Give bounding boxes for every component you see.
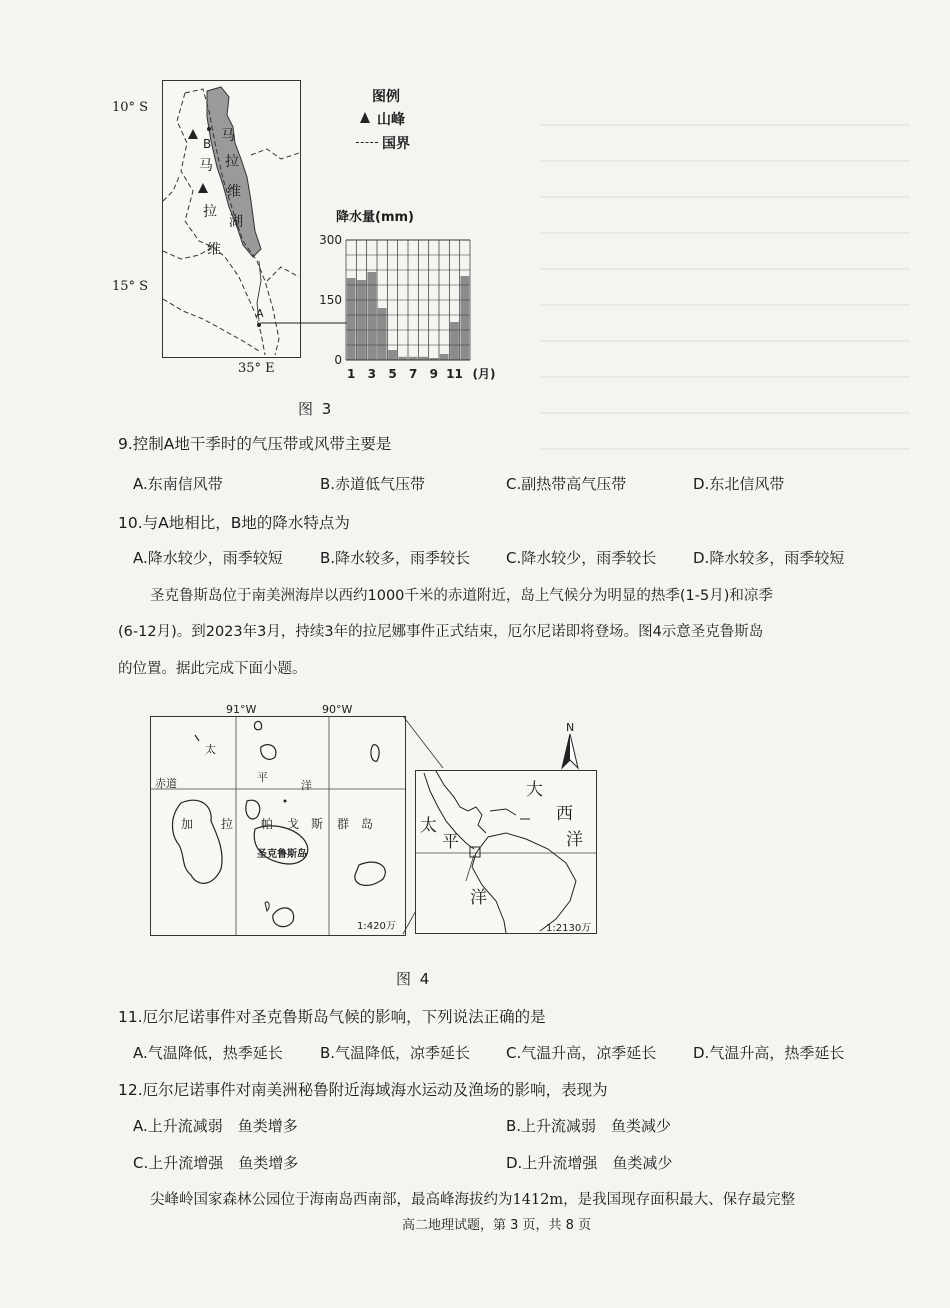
galapagos-label-dao: 岛 <box>361 817 374 831</box>
lake-label-la: 拉 <box>225 154 239 170</box>
legend-peak-icon <box>360 112 370 123</box>
equator-label: 赤道 <box>155 777 177 790</box>
chart-title: 降水量(mm) <box>336 210 414 225</box>
page-footer: 高二地理试题，第 3 页，共 8 页 <box>402 1218 592 1233</box>
q12-option-a[interactable]: A.上升流减弱 鱼类增多 <box>133 1117 298 1135</box>
point-a-label: A <box>256 307 264 320</box>
q9-option-d[interactable]: D.东北信风带 <box>693 475 785 493</box>
x-tick-label: (月) <box>472 367 496 381</box>
lon-91w-label: 91°W <box>226 703 257 716</box>
q9-option-b[interactable]: B.赤道低气压带 <box>320 475 426 493</box>
q11-stem: 11.厄尔尼诺事件对圣克鲁斯岛气候的影响，下列说法正确的是 <box>118 1008 546 1026</box>
q10-option-c[interactable]: C.降水较少，雨季较长 <box>506 549 657 567</box>
pacific-label-tai: 太 <box>205 743 216 756</box>
bleed-through-lines <box>540 90 910 450</box>
q10-option-d[interactable]: D.降水较多，雨季较短 <box>693 549 845 567</box>
scale-right: 1:2130万 <box>546 923 592 934</box>
pacific-right-label-yang: 洋 <box>470 888 487 908</box>
q11-option-c[interactable]: C.气温升高，凉季延长 <box>506 1044 657 1062</box>
q10-stem: 10.与A地相比，B地的降水特点为 <box>118 514 350 532</box>
lat-10s-label: 10° S <box>112 100 149 115</box>
precip-bar-11 <box>450 322 459 360</box>
atlantic-label-yang: 洋 <box>566 830 583 850</box>
q12-option-c[interactable]: C.上升流增强 鱼类增多 <box>133 1154 299 1172</box>
y-tick-label: 150 <box>319 293 342 307</box>
country-label-wei: 维 <box>207 242 221 258</box>
north-arrow-icon <box>560 734 580 770</box>
galapagos-map <box>150 716 406 936</box>
precip-bar-2 <box>357 280 366 360</box>
q9-option-a[interactable]: A.东南信风带 <box>133 475 223 493</box>
peak-2-icon <box>198 183 208 193</box>
x-tick-label: 9 <box>429 367 439 381</box>
pacific-label-yang: 洋 <box>301 779 312 792</box>
x-tick-label: 5 <box>388 367 397 381</box>
legend-border-icon <box>356 142 378 143</box>
atlantic-label-xi: 西 <box>556 804 573 824</box>
q9-stem: 9.控制A地干季时的气压带或风带主要是 <box>118 435 392 453</box>
x-tick-label: 3 <box>367 367 377 381</box>
precipitation-chart <box>312 228 496 388</box>
galapagos-label-la: 拉 <box>221 817 234 831</box>
galapagos-label-ge: 戈 <box>287 817 300 831</box>
figure4-caption: 图 4 <box>396 970 432 988</box>
q12-option-d[interactable]: D.上升流增强 鱼类减少 <box>506 1154 673 1172</box>
passage-line-3: 的位置。据此完成下面小题。 <box>118 661 307 677</box>
q11-option-a[interactable]: A.气温降低，热季延长 <box>133 1044 283 1062</box>
pacific-right-label-ping: 平 <box>442 832 459 852</box>
lake-label-ma: 马 <box>221 128 235 144</box>
lat-15s-label: 15° S <box>112 279 149 294</box>
x-tick-label: 1 <box>346 367 356 381</box>
next-passage-line: 尖峰岭国家森林公园位于海南岛西南部，最高峰海拔约为1412m，是我国现存面积最大、保存最完整 <box>150 1192 796 1208</box>
atlantic-label-da: 大 <box>526 780 543 800</box>
q12-stem: 12.厄尔尼诺事件对南美洲秘鲁附近海域海水运动及渔场的影响，表现为 <box>118 1081 608 1099</box>
point-b-marker <box>207 127 211 131</box>
north-label: N <box>566 721 575 734</box>
country-label-la: 拉 <box>203 204 217 220</box>
passage-line-1: 圣克鲁斯岛位于南美洲海岸以西约1000千米的赤道附近，岛上气候分为明显的热季(1-5月)和凉季 <box>150 588 773 604</box>
legend-peak-label: 山峰 <box>377 112 405 128</box>
galapagos-label-qun: 群 <box>337 817 350 831</box>
point-b-label: B <box>203 137 212 151</box>
peak-b-icon <box>188 129 198 139</box>
precip-bar-1 <box>347 278 356 360</box>
precip-bar-12 <box>460 276 469 360</box>
precip-bar-10 <box>440 354 449 360</box>
americas-map <box>415 770 597 934</box>
y-tick-label: 0 <box>334 353 342 367</box>
precip-bar-5 <box>388 350 397 360</box>
galapagos-label-jia: 加 <box>181 817 194 831</box>
q11-option-b[interactable]: B.气温降低，凉季延长 <box>320 1044 471 1062</box>
pacific-right-label-tai: 太 <box>420 816 437 836</box>
legend-title: 图例 <box>372 89 400 105</box>
lake-label-hu: 湖 <box>229 214 243 230</box>
galapagos-label-si: 斯 <box>311 817 324 831</box>
q12-option-b[interactable]: B.上升流减弱 鱼类减少 <box>506 1117 672 1135</box>
santa-cruz-label: 圣克鲁斯岛 <box>257 849 307 860</box>
x-tick-label: 11 <box>446 367 463 381</box>
q9-option-c[interactable]: C.副热带高气压带 <box>506 475 627 493</box>
americas-map-drawing <box>416 771 596 933</box>
scale-left: 1:420万 <box>357 921 396 932</box>
lon-35e-label: 35° E <box>238 361 275 376</box>
legend-border-label: 国界 <box>382 136 410 152</box>
passage-line-2: (6-12月)。到2023年3月，持续3年的拉尼娜事件正式结束，厄尔尼诺即将登场。图4示意圣克鲁斯岛 <box>118 624 764 640</box>
figure3-caption: 图 3 <box>298 400 334 418</box>
x-tick-label: 7 <box>408 367 418 381</box>
galapagos-label-pa: 帕 <box>261 817 274 831</box>
q10-option-a[interactable]: A.降水较少，雨季较短 <box>133 549 283 567</box>
lon-90w-label: 90°W <box>322 703 353 716</box>
y-tick-label: 300 <box>319 233 342 247</box>
country-label-ma: 马 <box>199 158 213 174</box>
precip-bar-4 <box>378 308 387 360</box>
q10-option-b[interactable]: B.降水较多，雨季较长 <box>320 549 471 567</box>
q11-option-d[interactable]: D.气温升高，热季延长 <box>693 1044 845 1062</box>
pacific-label-ping: 平 <box>257 771 268 784</box>
lake-label-wei: 维 <box>227 184 241 200</box>
